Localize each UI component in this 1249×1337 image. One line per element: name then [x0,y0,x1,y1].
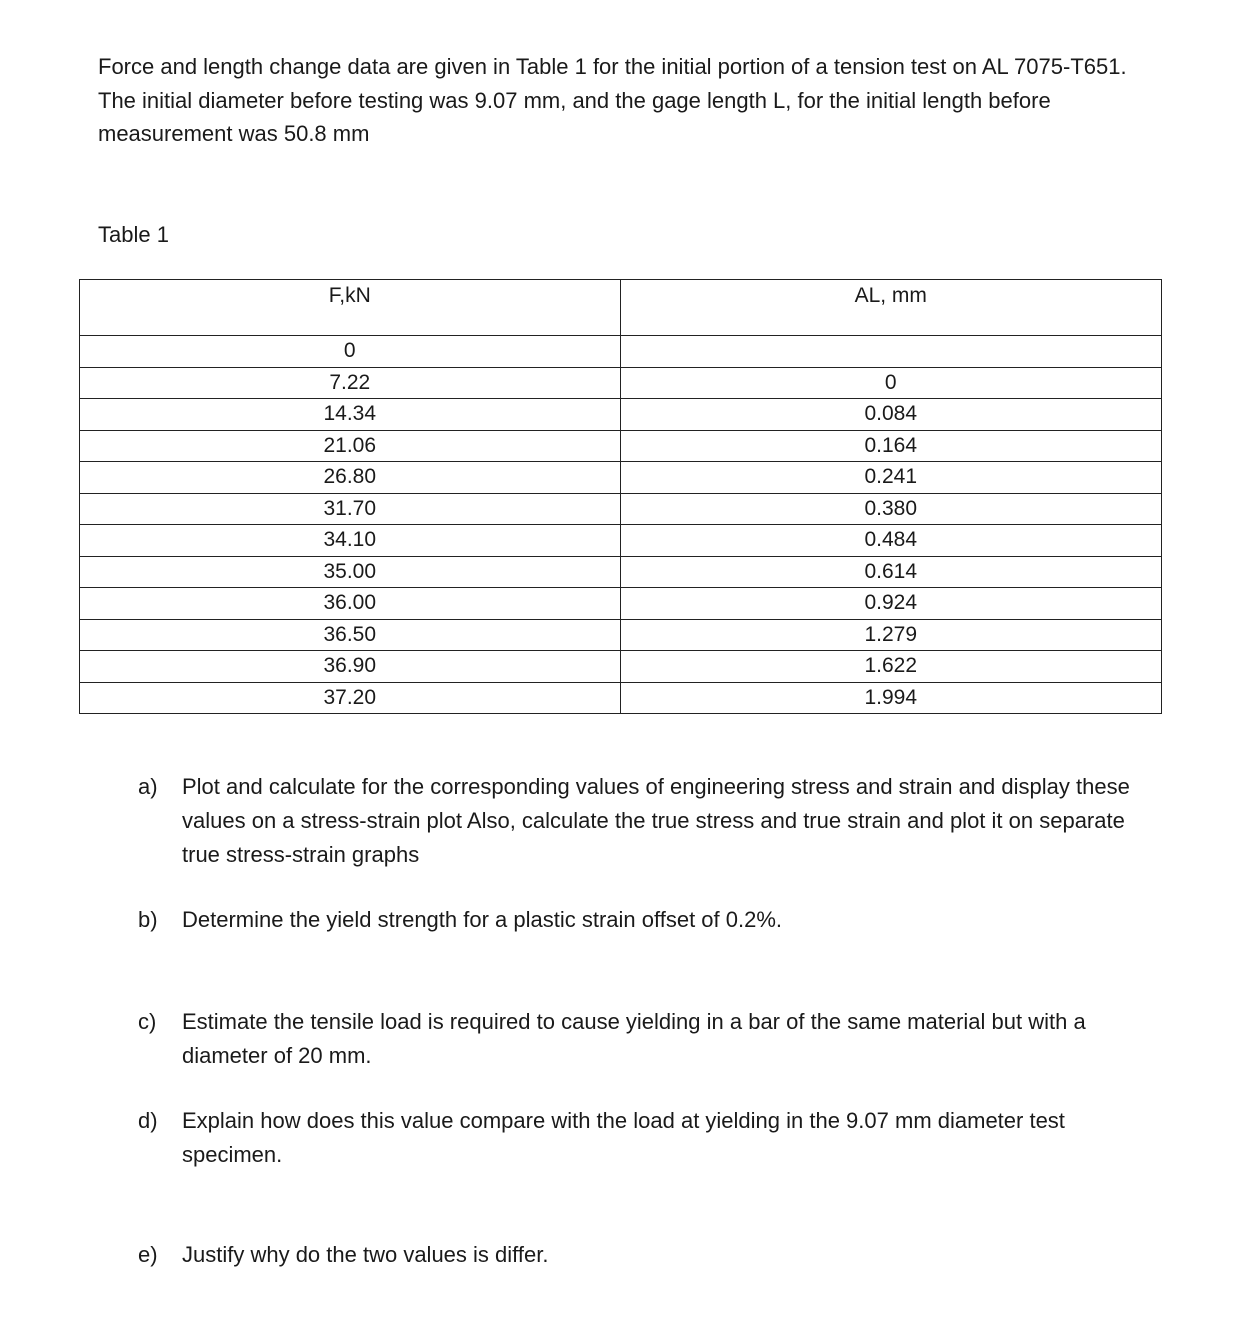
length-change-cell: 1.279 [620,619,1162,651]
table-row [80,682,1162,714]
question-letter: c) [138,1009,157,1034]
length-change-cell [620,336,1162,368]
question-text: Explain how does this value compare with the load at yielding in the 9.07 mm diameter test specimen. [182,1108,1065,1167]
question-text: Plot and calculate for the corresponding values of engineering stress and strain and display these values on a stress-strain plot Also, calculate the true stress and true strain and plot it on separate true stress-strain graphs [182,774,1130,867]
table-header-row [80,280,1162,336]
table-row [80,525,1162,557]
force-cell: 34.10 [80,525,621,557]
column-header-force: F,kN [80,280,621,336]
question-letter: e) [138,1242,158,1267]
table-row [80,399,1162,431]
force-cell: 14.34 [80,399,621,431]
table-row [80,588,1162,620]
force-cell: 37.20 [80,682,621,714]
length-change-cell: 0.924 [620,588,1162,620]
length-change-cell: 0.084 [620,399,1162,431]
table-caption: Table 1 [98,222,169,247]
force-cell: 26.80 [80,462,621,494]
question-letter: d) [138,1108,158,1133]
length-change-cell: 0 [620,367,1162,399]
question-text: Justify why do the two values is differ. [182,1242,549,1267]
force-cell: 36.50 [80,619,621,651]
table-row [80,556,1162,588]
length-change-cell: 1.622 [620,651,1162,683]
table-row [80,651,1162,683]
table-row [80,462,1162,494]
force-cell: 0 [80,336,621,368]
force-cell: 7.22 [80,367,621,399]
table-row [80,336,1162,368]
table-row [80,430,1162,462]
length-change-cell: 0.484 [620,525,1162,557]
force-cell: 36.00 [80,588,621,620]
force-cell: 21.06 [80,430,621,462]
question-c [138,1005,1138,1073]
table-row [80,367,1162,399]
force-cell: 35.00 [80,556,621,588]
question-text: Estimate the tensile load is required to cause yielding in a bar of the same material but with a diameter of 20 mm. [182,1009,1086,1068]
question-a [138,770,1138,872]
question-letter: b) [138,907,158,932]
problem-statement: Force and length change data are given in Table 1 for the initial portion of a tension test on AL 7075-T651. The initial diameter before testing was 9.07 mm, and the gage length L, for the initial length before measurement was 50.8 mm [98,54,1127,146]
table-row [80,493,1162,525]
length-change-cell: 0.241 [620,462,1162,494]
length-change-cell: 0.380 [620,493,1162,525]
question-e [138,1238,1138,1272]
question-letter: a) [138,774,158,799]
column-header-length-change: AL, mm [620,280,1162,336]
table-row [80,619,1162,651]
force-cell: 31.70 [80,493,621,525]
length-change-cell: 0.164 [620,430,1162,462]
length-change-cell: 1.994 [620,682,1162,714]
length-change-cell: 0.614 [620,556,1162,588]
question-text: Determine the yield strength for a plastic strain offset of 0.2%. [182,907,783,932]
question-d [138,1104,1138,1172]
data-table [79,279,1162,714]
question-b [138,903,1138,937]
force-cell: 36.90 [80,651,621,683]
